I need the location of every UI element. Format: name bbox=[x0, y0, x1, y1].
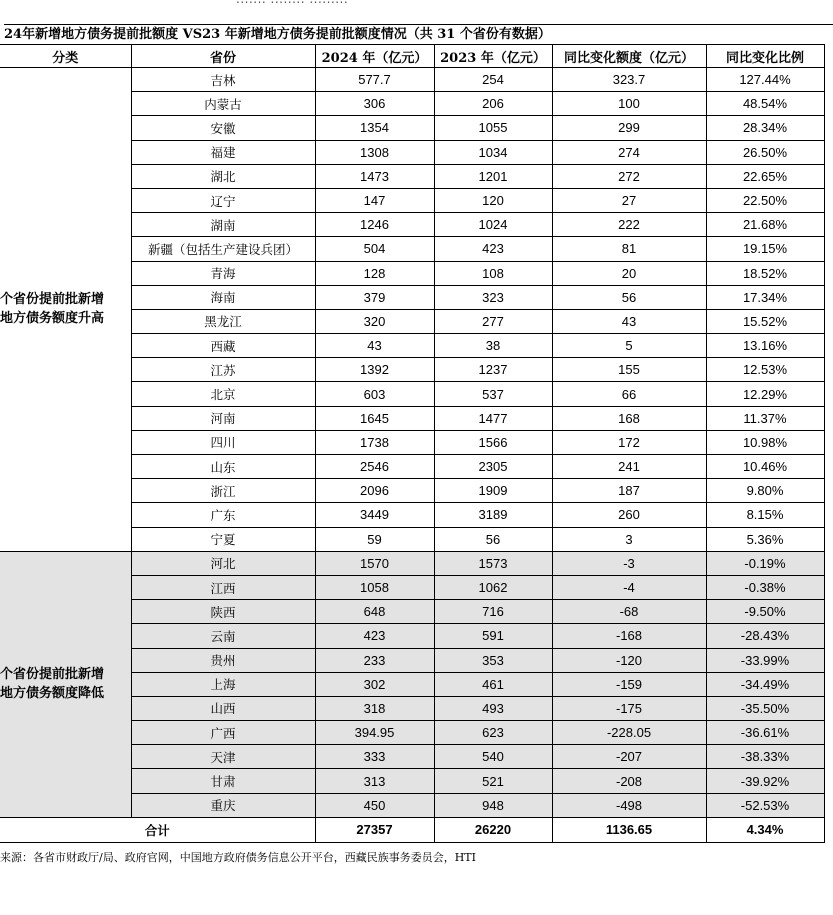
header-ratio: 同比变化比例 bbox=[706, 45, 824, 68]
province-cell: 青海 bbox=[131, 261, 315, 285]
change-cell: 274 bbox=[552, 140, 706, 164]
value-2023-cell: 56 bbox=[434, 527, 552, 551]
value-2024-cell: 43 bbox=[315, 334, 434, 358]
value-2024-cell: 233 bbox=[315, 648, 434, 672]
value-2024-cell: 2096 bbox=[315, 479, 434, 503]
province-cell: 湖南 bbox=[131, 213, 315, 237]
change-cell: 43 bbox=[552, 309, 706, 333]
table-row bbox=[0, 551, 824, 575]
province-cell: 江西 bbox=[131, 575, 315, 599]
change-cell: 155 bbox=[552, 358, 706, 382]
change-cell: 241 bbox=[552, 455, 706, 479]
value-2024-cell: 1392 bbox=[315, 358, 434, 382]
ratio-cell: 9.80% bbox=[706, 479, 824, 503]
province-cell: 内蒙古 bbox=[131, 92, 315, 116]
province-cell: 新疆（包括生产建设兵团） bbox=[131, 237, 315, 261]
ratio-cell: -39.92% bbox=[706, 769, 824, 793]
ratio-cell: -38.33% bbox=[706, 745, 824, 769]
province-cell: 重庆 bbox=[131, 793, 315, 817]
change-cell: 20 bbox=[552, 261, 706, 285]
value-2023-cell: 1573 bbox=[434, 551, 552, 575]
ratio-cell: 10.98% bbox=[706, 430, 824, 454]
value-2024-cell: 318 bbox=[315, 696, 434, 720]
category-line: 个省份提前批新增 bbox=[0, 667, 105, 683]
value-2023-cell: 1909 bbox=[434, 479, 552, 503]
change-cell: -168 bbox=[552, 624, 706, 648]
change-cell: 66 bbox=[552, 382, 706, 406]
ratio-cell: -34.49% bbox=[706, 672, 824, 696]
change-cell: -228.05 bbox=[552, 721, 706, 745]
ratio-cell: 5.36% bbox=[706, 527, 824, 551]
change-cell: -120 bbox=[552, 648, 706, 672]
value-2023-cell: 540 bbox=[434, 745, 552, 769]
change-cell: 3 bbox=[552, 527, 706, 551]
header-row bbox=[0, 45, 824, 68]
ratio-cell: 21.68% bbox=[706, 213, 824, 237]
province-cell: 甘肃 bbox=[131, 769, 315, 793]
table-title: 24年新增地方债务提前批额度 VS23 年新增地方债务提前批额度情况（共 31 个省份有数据） bbox=[4, 24, 833, 44]
ratio-cell: 22.50% bbox=[706, 188, 824, 212]
value-2024-cell: 603 bbox=[315, 382, 434, 406]
value-2024-cell: 147 bbox=[315, 188, 434, 212]
province-cell: 陕西 bbox=[131, 600, 315, 624]
value-2024-cell: 313 bbox=[315, 769, 434, 793]
province-cell: 山东 bbox=[131, 455, 315, 479]
value-2023-cell: 1062 bbox=[434, 575, 552, 599]
value-2024-cell: 306 bbox=[315, 92, 434, 116]
header-category: 分类 bbox=[0, 45, 131, 68]
change-cell: -208 bbox=[552, 769, 706, 793]
header-2023: 2023 年（亿元） bbox=[434, 45, 552, 68]
change-cell: -4 bbox=[552, 575, 706, 599]
total-row bbox=[0, 817, 824, 842]
value-2023-cell: 108 bbox=[434, 261, 552, 285]
province-cell: 广东 bbox=[131, 503, 315, 527]
value-2024-cell: 1570 bbox=[315, 551, 434, 575]
ratio-cell: 17.34% bbox=[706, 285, 824, 309]
value-2023-cell: 1477 bbox=[434, 406, 552, 430]
change-cell: 168 bbox=[552, 406, 706, 430]
province-cell: 海南 bbox=[131, 285, 315, 309]
ratio-cell: 8.15% bbox=[706, 503, 824, 527]
change-cell: -159 bbox=[552, 672, 706, 696]
change-cell: 172 bbox=[552, 430, 706, 454]
category-line: 个省份提前批新增 bbox=[0, 292, 105, 308]
value-2024-cell: 379 bbox=[315, 285, 434, 309]
province-cell: 天津 bbox=[131, 745, 315, 769]
change-cell: 56 bbox=[552, 285, 706, 309]
value-2023-cell: 206 bbox=[434, 92, 552, 116]
value-2023-cell: 493 bbox=[434, 696, 552, 720]
province-cell: 河南 bbox=[131, 406, 315, 430]
value-2023-cell: 277 bbox=[434, 309, 552, 333]
total-change: 1136.65 bbox=[552, 817, 706, 842]
ratio-cell: 10.46% bbox=[706, 455, 824, 479]
ratio-cell: -36.61% bbox=[706, 721, 824, 745]
change-cell: 323.7 bbox=[552, 68, 706, 92]
value-2024-cell: 59 bbox=[315, 527, 434, 551]
value-2023-cell: 2305 bbox=[434, 455, 552, 479]
ratio-cell: -33.99% bbox=[706, 648, 824, 672]
change-cell: 5 bbox=[552, 334, 706, 358]
value-2023-cell: 38 bbox=[434, 334, 552, 358]
ratio-cell: -9.50% bbox=[706, 600, 824, 624]
province-cell: 江苏 bbox=[131, 358, 315, 382]
province-cell: 湖北 bbox=[131, 164, 315, 188]
value-2024-cell: 577.7 bbox=[315, 68, 434, 92]
value-2023-cell: 120 bbox=[434, 188, 552, 212]
value-2023-cell: 537 bbox=[434, 382, 552, 406]
value-2024-cell: 394.95 bbox=[315, 721, 434, 745]
change-cell: 81 bbox=[552, 237, 706, 261]
change-cell: 260 bbox=[552, 503, 706, 527]
ratio-cell: 12.29% bbox=[706, 382, 824, 406]
value-2024-cell: 450 bbox=[315, 793, 434, 817]
change-cell: -3 bbox=[552, 551, 706, 575]
province-cell: 辽宁 bbox=[131, 188, 315, 212]
change-cell: 27 bbox=[552, 188, 706, 212]
category-increase bbox=[0, 68, 131, 552]
cropped-previous-text bbox=[0, 0, 833, 6]
header-province: 省份 bbox=[131, 45, 315, 68]
ratio-cell: 11.37% bbox=[706, 406, 824, 430]
province-cell: 云南 bbox=[131, 624, 315, 648]
ratio-cell: 48.54% bbox=[706, 92, 824, 116]
province-cell: 四川 bbox=[131, 430, 315, 454]
province-cell: 山西 bbox=[131, 696, 315, 720]
province-cell: 贵州 bbox=[131, 648, 315, 672]
value-2023-cell: 461 bbox=[434, 672, 552, 696]
value-2023-cell: 591 bbox=[434, 624, 552, 648]
value-2023-cell: 521 bbox=[434, 769, 552, 793]
value-2023-cell: 1201 bbox=[434, 164, 552, 188]
ratio-cell: 127.44% bbox=[706, 68, 824, 92]
category-decrease bbox=[0, 551, 131, 817]
province-cell: 河北 bbox=[131, 551, 315, 575]
value-2023-cell: 254 bbox=[434, 68, 552, 92]
province-cell: 北京 bbox=[131, 382, 315, 406]
province-cell: 宁夏 bbox=[131, 527, 315, 551]
category-line: 地方债务额度降低 bbox=[0, 686, 105, 702]
ratio-cell: 15.52% bbox=[706, 309, 824, 333]
total-value-2024: 27357 bbox=[315, 817, 434, 842]
province-cell: 吉林 bbox=[131, 68, 315, 92]
total-ratio: 4.34% bbox=[706, 817, 824, 842]
province-cell: 黑龙江 bbox=[131, 309, 315, 333]
table-row bbox=[0, 68, 824, 92]
value-2024-cell: 423 bbox=[315, 624, 434, 648]
value-2024-cell: 2546 bbox=[315, 455, 434, 479]
ratio-cell: 26.50% bbox=[706, 140, 824, 164]
table-body bbox=[0, 68, 824, 843]
value-2024-cell: 1738 bbox=[315, 430, 434, 454]
value-2024-cell: 3449 bbox=[315, 503, 434, 527]
value-2023-cell: 1566 bbox=[434, 430, 552, 454]
value-2023-cell: 1024 bbox=[434, 213, 552, 237]
value-2024-cell: 1246 bbox=[315, 213, 434, 237]
debt-quota-table bbox=[0, 44, 825, 843]
total-label: 合计 bbox=[0, 817, 315, 842]
value-2024-cell: 1645 bbox=[315, 406, 434, 430]
ratio-cell: -0.19% bbox=[706, 551, 824, 575]
value-2024-cell: 504 bbox=[315, 237, 434, 261]
value-2023-cell: 353 bbox=[434, 648, 552, 672]
value-2024-cell: 1058 bbox=[315, 575, 434, 599]
value-2024-cell: 320 bbox=[315, 309, 434, 333]
province-cell: 福建 bbox=[131, 140, 315, 164]
total-value-2023: 26220 bbox=[434, 817, 552, 842]
ratio-cell: 28.34% bbox=[706, 116, 824, 140]
province-cell: 浙江 bbox=[131, 479, 315, 503]
ratio-cell: 13.16% bbox=[706, 334, 824, 358]
province-cell: 西藏 bbox=[131, 334, 315, 358]
value-2024-cell: 1354 bbox=[315, 116, 434, 140]
ratio-cell: -52.53% bbox=[706, 793, 824, 817]
province-cell: 上海 bbox=[131, 672, 315, 696]
category-line: 地方债务额度升高 bbox=[0, 311, 105, 327]
change-cell: -68 bbox=[552, 600, 706, 624]
change-cell: 272 bbox=[552, 164, 706, 188]
change-cell: 222 bbox=[552, 213, 706, 237]
ratio-cell: 22.65% bbox=[706, 164, 824, 188]
value-2024-cell: 302 bbox=[315, 672, 434, 696]
value-2024-cell: 333 bbox=[315, 745, 434, 769]
ratio-cell: 18.52% bbox=[706, 261, 824, 285]
value-2024-cell: 1473 bbox=[315, 164, 434, 188]
ratio-cell: -0.38% bbox=[706, 575, 824, 599]
header-2024: 2024 年（亿元） bbox=[315, 45, 434, 68]
province-cell: 广西 bbox=[131, 721, 315, 745]
change-cell: 187 bbox=[552, 479, 706, 503]
value-2023-cell: 716 bbox=[434, 600, 552, 624]
value-2023-cell: 1237 bbox=[434, 358, 552, 382]
change-cell: 100 bbox=[552, 92, 706, 116]
value-2024-cell: 128 bbox=[315, 261, 434, 285]
change-cell: -175 bbox=[552, 696, 706, 720]
source-note: 来源：各省市财政厅/局、政府官网，中国地方政府债务信息公开平台，西藏民族事务委员会，HTI bbox=[0, 851, 476, 864]
value-2023-cell: 948 bbox=[434, 793, 552, 817]
province-cell: 安徽 bbox=[131, 116, 315, 140]
value-2023-cell: 623 bbox=[434, 721, 552, 745]
value-2023-cell: 1055 bbox=[434, 116, 552, 140]
value-2023-cell: 3189 bbox=[434, 503, 552, 527]
value-2024-cell: 1308 bbox=[315, 140, 434, 164]
change-cell: 299 bbox=[552, 116, 706, 140]
ratio-cell: -35.50% bbox=[706, 696, 824, 720]
ratio-cell: -28.43% bbox=[706, 624, 824, 648]
change-cell: -207 bbox=[552, 745, 706, 769]
value-2024-cell: 648 bbox=[315, 600, 434, 624]
value-2023-cell: 1034 bbox=[434, 140, 552, 164]
ratio-cell: 12.53% bbox=[706, 358, 824, 382]
header-change: 同比变化额度（亿元） bbox=[552, 45, 706, 68]
ratio-cell: 19.15% bbox=[706, 237, 824, 261]
value-2023-cell: 323 bbox=[434, 285, 552, 309]
change-cell: -498 bbox=[552, 793, 706, 817]
value-2023-cell: 423 bbox=[434, 237, 552, 261]
